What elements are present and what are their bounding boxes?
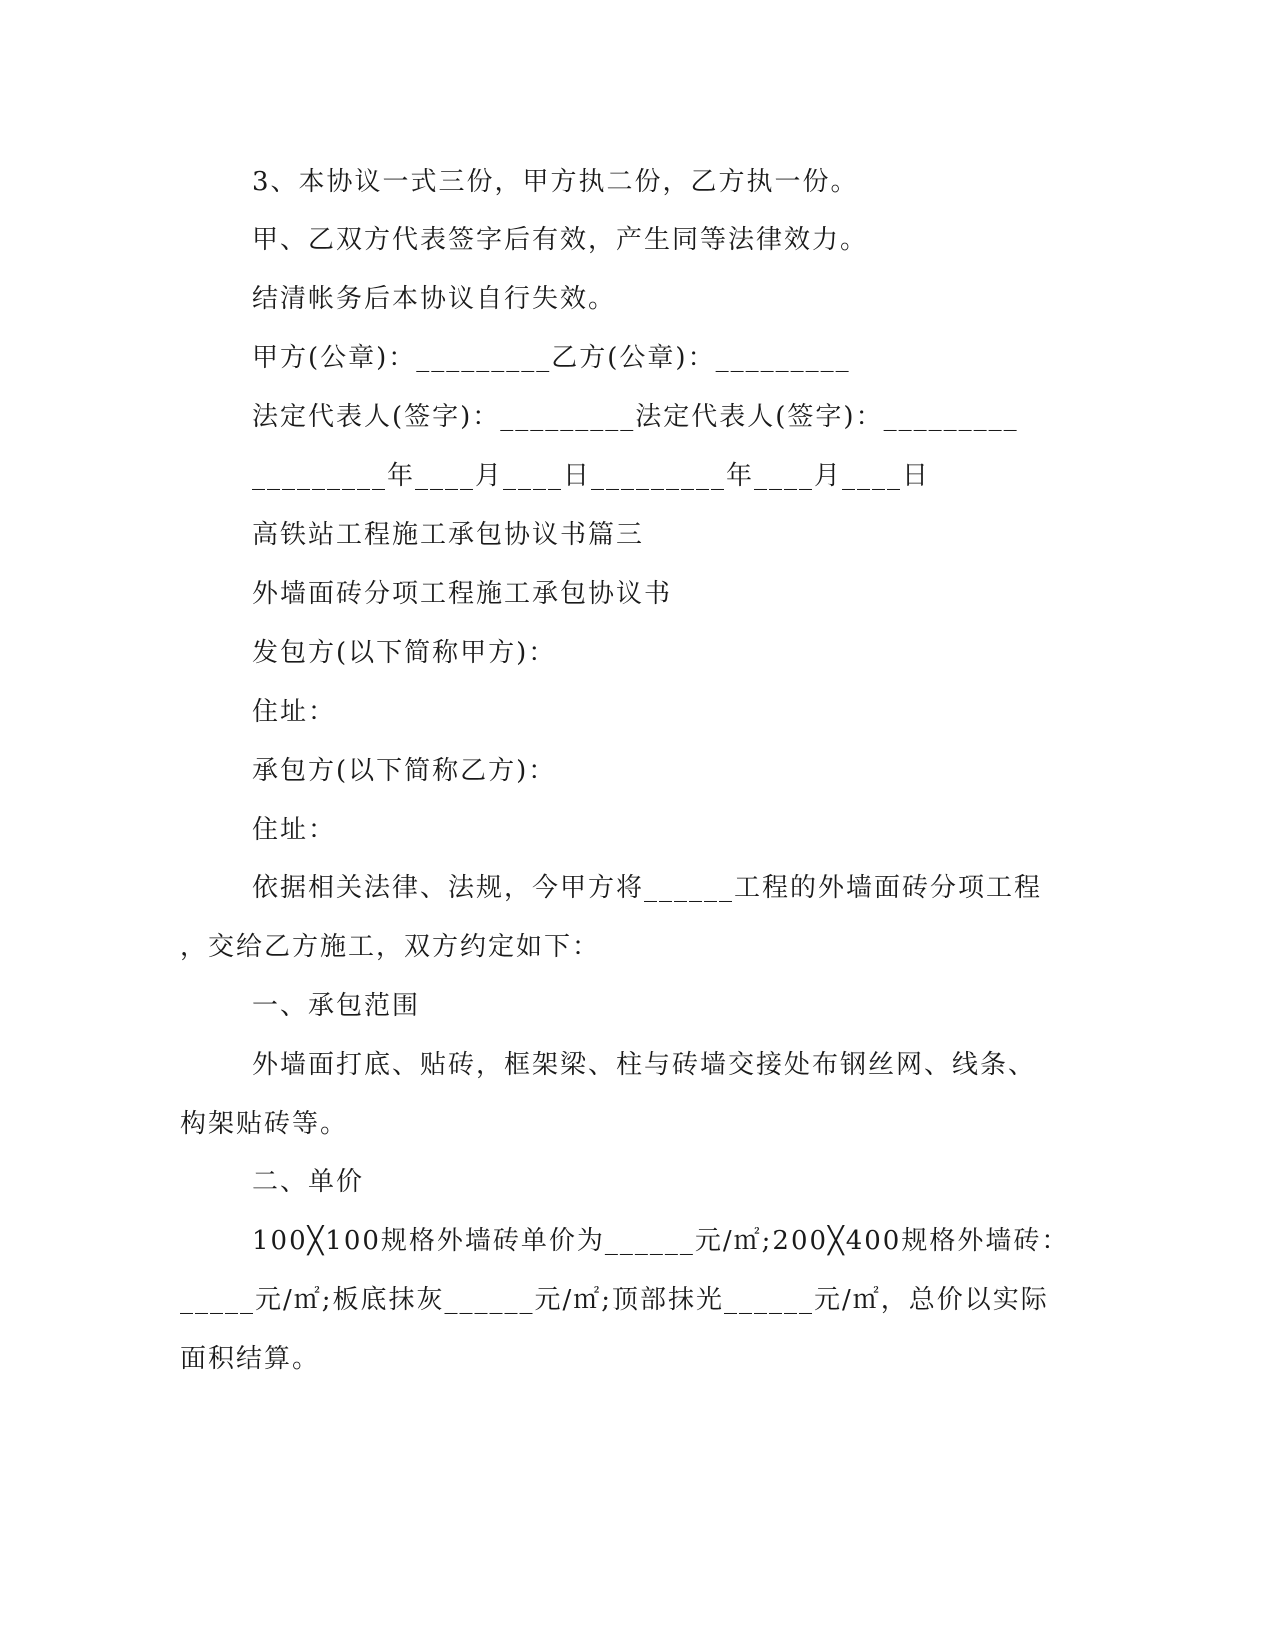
agreement-title: 外墙面砖分项工程施工承包协议书	[252, 579, 673, 609]
price-text-1: 100╳100规格外墙砖单价为______元/㎡;200╳400规格外墙砖：	[252, 1226, 1070, 1256]
scope-text-1: 外墙面打底、贴砖，框架梁、柱与砖墙交接处布钢丝网、线条、	[252, 1050, 1037, 1080]
price-heading: 二、单价	[252, 1167, 365, 1197]
preamble-line-1: 依据相关法律、法规，今甲方将______工程的外墙面砖分项工程	[252, 873, 1043, 903]
section-heading: 高铁站工程施工承包协议书篇三	[252, 520, 645, 550]
scope-heading: 一、承包范围	[252, 991, 421, 1021]
clause-copies: 3、本协议一式三份，甲方执二份，乙方执一份。	[252, 167, 859, 197]
price-text-3: 面积结算。	[180, 1344, 321, 1374]
clause-effective: 甲、乙双方代表签字后有效，产生同等法律效力。	[252, 225, 869, 255]
clause-expiry: 结清帐务后本协议自行失效。	[252, 284, 617, 314]
date-line: _________年____月____日_________年____月____日	[252, 461, 931, 491]
party-b-label: 承包方(以下简称乙方)：	[252, 756, 557, 786]
scope-text-2: 构架贴砖等。	[180, 1109, 349, 1139]
party-b-address: 住址：	[252, 815, 337, 845]
preamble-line-2: ，交给乙方施工，双方约定如下：	[180, 932, 601, 962]
price-text-2: _____元/㎡;板底抹灰______元/㎡;顶部抹光______元/㎡，总价以实际	[180, 1285, 1049, 1315]
party-a-address: 住址：	[252, 697, 337, 727]
signature-line: 法定代表人(签字)：_________法定代表人(签字)：_________	[252, 402, 1019, 432]
seal-line: 甲方(公章)：_________乙方(公章)：_________	[252, 343, 851, 373]
party-a-label: 发包方(以下简称甲方)：	[252, 638, 557, 668]
